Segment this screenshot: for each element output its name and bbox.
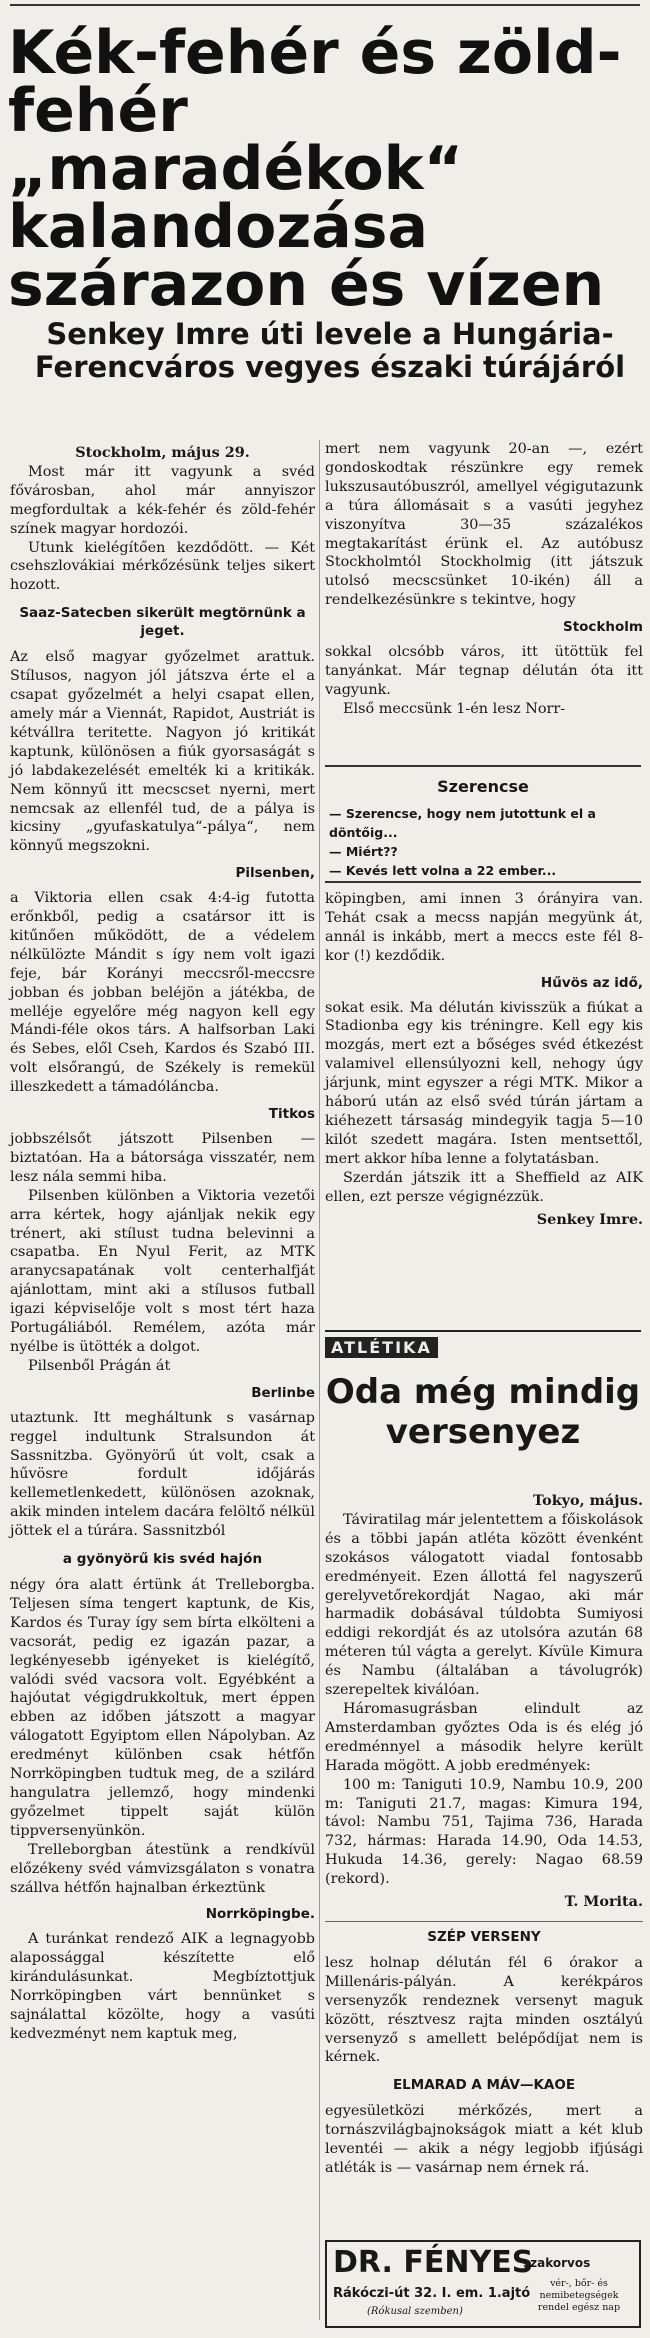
box-line: — Kevés lett volna a 22 ember... [329, 863, 557, 878]
paragraph: mert nem vagyunk 20-an —, ezért gondoskodtak részünkre egy remek lukszusautóbuszról, amellyel végigutazunk a túra állomásait s a vasúti jegyhez viszonyítva 30—35 százalékos megtakarítást érünk el. Az autóbusz Stockholmtól Stockholmig (itt játszuk utolsó mecscsünket 10-ikén) áll a rendelkezésünkre s tekintve, hogy [325, 441, 643, 609]
paragraph: négy óra alatt értünk át Trelleborgba. Teljesen síma tengert kaptunk, de Kis, Kardos és Turay így sem bírta elkölteni a vacsorát, pedig ez igazán pazar, a legkényesebb igényeket is kielégítő, valódi svéd vacsora volt. Egyébként a hajóutat végigdrukkoltuk, mert éppen ebben az időben játszott a magyar válogatott Egyiptom ellen Nápolyban. Az eredményt különben csak hétfőn Norrköpingben tudtuk meg, de a szilárd hangulatra jellemző, hogy mindenki győzelmet tippelt saját külön tippversenyünkön. [10, 1577, 315, 1839]
paragraph: Első meccsünk 1-én lesz Norr- [343, 700, 566, 717]
section-heading: a gyönyörű kis svéd hajón [62, 1551, 263, 1568]
section-heading: SZÉP VERSENY [325, 1921, 643, 1946]
section-heading: Berlinbe [251, 1384, 315, 1401]
dateline: Stockholm, május 29. [75, 444, 250, 461]
paragraph: Pilsenben különben a Viktoria vezetői arra kértek, hogy ajánljak nekik egy trénert, aki stílust tudna belevinni a csapatba. En Nyul Ferit, az MTK aranycsapatának volt centerhalfját ajánlottam, mint aki a stílusos futball igazi képviselője volt s most tért haza Portugáliából. Remélem, azóta már nyélbe is ütötték a dolgot. [10, 1187, 315, 1355]
section-heading: Saaz-Satecben sikerült megtörnünk a jeget. [19, 605, 306, 640]
paragraph: lesz holnap délután fél 6 órakor a Millenáris-pályán. A kerékpáros versenyzők rendeznek versenyt maguk között, résztvesz rajta minden osztályú versenyző s amellett belépődíjat nem is kérnek. [325, 1954, 643, 2066]
athletics-headline: Oda még mindig versenyez [325, 1372, 641, 1452]
article-right-column-continued [325, 890, 643, 1229]
section-banner [325, 1338, 641, 1364]
advertisement [325, 2240, 641, 2328]
paragraph: Háromasugrásban elindult az Amsterdamban győztes Oda is és elég jó eredménnyel a második helyre került Harada mögött. A jobb eredmények: [325, 1700, 643, 1774]
section-heading: Norrköpingbe. [205, 1906, 315, 1923]
athletics-article [325, 1488, 643, 2178]
section-banner-label: ATLÉTIKA [325, 1337, 438, 1358]
top-rule [10, 4, 640, 6]
paragraph: Szerdán játszik itt a Sheffield az AIK ellen, ezt persze végignézzük. [325, 1169, 643, 1205]
section-heading: Hűvös az idő, [540, 974, 643, 991]
ad-name: DR. FÉNYES [333, 2245, 534, 2280]
paragraph: Most már itt vagyunk a svéd fővárosban, ahol már annyiszor megfordultak a kék-fehér és zöld-fehér színek magyar hordozói. [10, 463, 315, 537]
box-line: — Miért?? [329, 844, 398, 859]
paragraph: jobbszélsőt játszott Pilsenben — biztatóan. Ha a bátorsága visszatér, nem lesz nála semmi hiba. [10, 1131, 315, 1185]
paragraph: a Viktoria ellen csak 4:4-ig futotta erőnkből, pedig a csatársor itt is kitűnően működött, de a védelem nélkülözte Mándit s így nem volt igazi feje, bár Korányi meccsről-meccsre jobban és jobban beléjön a játékba, de melléje egyelőre még nagyon kell egy Mándi-féle okos társ. A halfsorban Laki és Sebes, elől Cseh, Kardos és Szabó III. volt elsőrangú, de Székely is remekül illeszkedett a támadóláncba. [10, 890, 315, 1096]
paragraph: Pilsenből Prágán át [28, 1357, 171, 1374]
paragraph: sokat esik. Ma délután kivisszük a fiúkat a Stadionba egy kis tréningre. Kell egy kis mozgás, mert ezt a bőséges svéd étkezést valamivel ellensúlyozni kell, nehogy úgy járjunk, mint egyszer a régi MTK. Mikor a háború után az első svéd túrán jártam a kiéhezett társaság mindegyik tagja 5—10 kilót szedett magára. Isten mentsettől, mert akkor híba lenne a folytatásban. [325, 999, 643, 1167]
ad-tag: szakorvos [523, 2256, 591, 2270]
section-rule [325, 1330, 641, 1332]
paragraph: utaztunk. Itt megháltunk s vasárnap reggel indultunk Stralsundon át Sassnitzba. Gyönyörű út volt, csak a hűvösre fordult időjárás kellemetlenkedett, különösen azoknak, akik minden intelem dacára felöltő nélkül jöttek el a túrára. Sassnitzból [10, 1409, 315, 1540]
section-heading: ELMARAD A MÁV—KAOE [392, 2077, 576, 2094]
paragraph: Trelleborgban átestünk a rendkívül előzékeny svéd vámvizsgálaton s vonatra szállva hétfőn hajnalban érkeztünk [10, 1841, 315, 1896]
paragraph: Utunk kielégítően kezdődött. — Két csehszlovákiai mérkőzésünk teljes sikert hozott. [10, 539, 315, 594]
ad-address-note: (Rókusal szemben) [367, 2306, 463, 2317]
paragraph: köpingben, ami innen 3 órányira van. Tehát csak a mecss napján megyünk át, annál is inkább, mert a meccs este fél 8-kor (!) kezdődik. [325, 891, 643, 964]
paragraph: 100 m: Taniguti 10.9, Nambu 10.9, 200 m: Taniguti 21.7, magas: Kimura 194, távol: Nambu 751, Tajima 736, Harada 732, hármas: Harada 14.90, Oda 14.53, Hukuda 14.36, gerely: Nagao 68.59 (rekord). [325, 1776, 643, 1888]
paragraph: Az első magyar győzelmet arattuk. Stílusos, nagyon jól játszva érte el a csapat győzelmét a helyi csapat ellen, amely már a Viennát, Rapidot, Austriát is kétvállra teritette. Nagyon jó kritikát kaptunk, különösen a fiúk gyorsaságát s jó labdakezelését emelték ki a kritikák. Nem könnyű itt mecscset nyerni, mert nemcsak az ellenfél tud, de a pálya is kicsiny „gyufaskatulya“-pálya“, nem könnyű megszokni. [10, 649, 315, 855]
section-heading: Titkos [268, 1106, 315, 1123]
headline: Kék-fehér és zöld-fehér „maradékok“ kalandozása szárazon és vízen [8, 18, 622, 320]
section-heading: Pilsenben, [235, 865, 315, 882]
paragraph: Táviratilag már jelentettem a főiskolások és a többi japán atléta között évenként szokásos válogatott viadal fontosabb eredményeit. Ezen állottá fel nagyszerű gerelyvetőrekordját Nagao, aki már harmadik dobásával túldobta Sumiyosi eddigi rekordját és az utolsóra azután 68 méteren túl vágta a gerelyt. Kívüle Kimura és Nambu (általában a távolugrók) szerepeltek kiválóan. [325, 1511, 643, 1699]
column-divider [319, 440, 320, 2320]
paragraph: egyesületközi mérkőzés, mert a tornászvilágbajnokságok miatt a két klub leventéi — akik a négy legjobb ifjúsági atléták is — vasárnap nem érnek rá. [325, 2103, 643, 2177]
section-heading: Stockholm [562, 619, 643, 636]
article-left-column [10, 440, 315, 2044]
ad-address: Rákóczi-út 32. I. em. 1.ajtó [333, 2286, 531, 2301]
joke-box [325, 765, 641, 883]
box-title: Szerencse [437, 777, 529, 796]
article-right-column-top [325, 440, 643, 719]
author-signature: Senkey Imre. [536, 1210, 643, 1228]
ad-specialty: vér-, bőr- és nemibetegségek rendel egész nap [537, 2278, 621, 2313]
author-signature: T. Morita. [564, 1893, 643, 1911]
paragraph: sokkal olcsóbb város, itt ütöttük fel tanyánkat. Már tegnap délután óta itt vagyunk. [325, 644, 643, 698]
paragraph: A turánkat rendező AIK a legnagyobb alapossággal készítette elő kirándulásunkat. Megbíztottjuk Norrköpingben várt bennünket s sajnálattal közölte, hogy a vasúti kedvezményt nem kaptuk meg, [10, 1931, 315, 2042]
box-line: — Szerencse, hogy nem jutottunk el a döntőig... [329, 806, 596, 840]
dateline: Tokyo, május. [533, 1492, 643, 1509]
subheadline: Senkey Imre úti levele a Hungária-Ferencváros vegyes északi túrájáról [34, 317, 626, 384]
